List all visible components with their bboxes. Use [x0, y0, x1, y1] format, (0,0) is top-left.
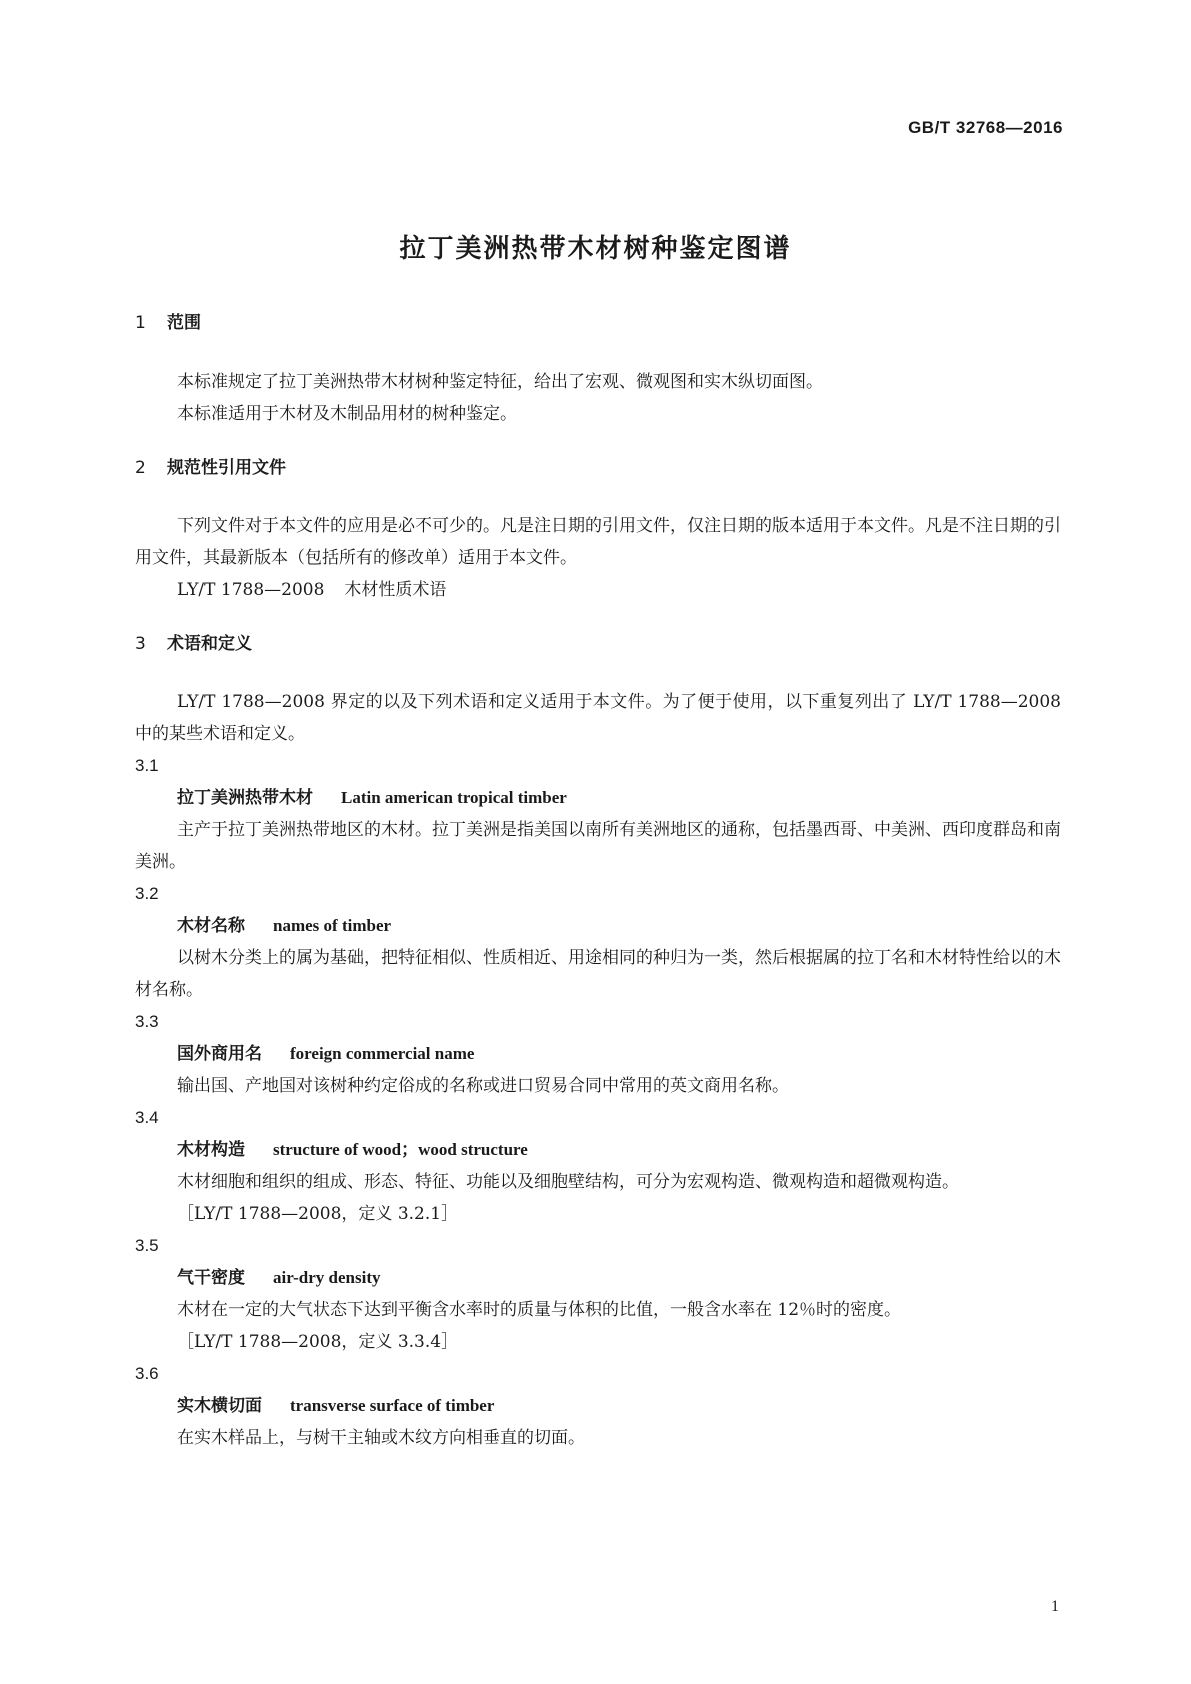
- term-definition: 木材细胞和组织的组成、形态、特征、功能以及细胞壁结构，可分为宏观构造、微观构造和超微观构造。: [177, 1172, 959, 1192]
- paragraph: 本标准规定了拉丁美洲热带木材树种鉴定特征，给出了宏观、微观图和实木纵切面图。: [177, 372, 823, 392]
- section-number: 3: [135, 634, 146, 654]
- term-en: structure of wood；wood structure: [273, 1140, 528, 1159]
- term-zh: 国外商用名: [177, 1044, 262, 1064]
- section-scope: [135, 312, 1061, 334]
- paragraph: LY/T 1788—2008 界定的以及下列术语和定义适用于本文件。为了便于使用，以下重复列出了 LY/T 1788—2008 中的某些术语和定义。: [135, 692, 1061, 744]
- term-zh: 气干密度: [177, 1268, 245, 1288]
- term-zh: 拉丁美洲热带木材: [177, 788, 313, 808]
- term-number: 3.3: [135, 1012, 159, 1031]
- term-definition: 主产于拉丁美洲热带地区的木材。拉丁美洲是指美国以南所有美洲地区的通称，包括墨西哥、中美洲、西印度群岛和南美洲。: [135, 820, 1061, 872]
- reference-code: LY/T 1788—2008: [177, 580, 325, 600]
- section-heading: [135, 457, 1061, 479]
- section-scope-body: [135, 366, 1061, 430]
- document-title: 拉丁美洲热带木材树种鉴定图谱: [399, 234, 792, 264]
- term-entry: [135, 1038, 1061, 1070]
- term-zh: 木材名称: [177, 916, 245, 936]
- section-title: 术语和定义: [167, 634, 252, 654]
- term-zh: 木材构造: [177, 1140, 245, 1160]
- term-entry: [135, 782, 1061, 814]
- section-number: 2: [135, 458, 146, 478]
- reference-entry: [135, 574, 1061, 606]
- term-definition: 木材在一定的大气状态下达到平衡含水率时的质量与体积的比值，一般含水率在 12％时的密度。: [177, 1300, 902, 1320]
- section-heading: [135, 633, 1061, 655]
- term-en: foreign commercial name: [290, 1044, 475, 1063]
- term-definition: 以树木分类上的属为基础，把特征相似、性质相近、用途相同的种归为一类，然后根据属的拉丁名和木材特性给以的木材名称。: [135, 948, 1061, 1000]
- reference-title: 木材性质术语: [344, 580, 447, 600]
- term-entry: [135, 1134, 1061, 1166]
- section-terms-body: [135, 686, 1061, 1454]
- term-en: names of timber: [273, 916, 392, 935]
- term-en: air-dry density: [273, 1268, 381, 1287]
- standard-code: GB/T 32768—2016: [908, 118, 1063, 137]
- term-en: transverse surface of timber: [290, 1396, 495, 1415]
- term-number: 3.6: [135, 1364, 159, 1383]
- section-title: 规范性引用文件: [167, 458, 286, 478]
- term-entry: [135, 1390, 1061, 1422]
- term-source: ［LY/T 1788—2008，定义 3.2.1］: [177, 1204, 459, 1224]
- term-number: 3.5: [135, 1236, 159, 1255]
- section-heading: [135, 312, 1061, 334]
- section-title: 范围: [167, 313, 201, 333]
- section-terms-definitions: [135, 633, 1061, 655]
- term-entry: [135, 1262, 1061, 1294]
- term-number: 3.2: [135, 884, 159, 903]
- section-number: 1: [135, 313, 146, 333]
- term-source: ［LY/T 1788—2008，定义 3.3.4］: [177, 1332, 459, 1352]
- term-definition: 在实木样品上，与树干主轴或木纹方向相垂直的切面。: [177, 1428, 585, 1448]
- term-entry: [135, 910, 1061, 942]
- term-number: 3.1: [135, 756, 159, 775]
- paragraph: 本标准适用于木材及木制品用材的树种鉴定。: [177, 404, 517, 424]
- term-zh: 实木横切面: [177, 1396, 262, 1416]
- term-number: 3.4: [135, 1108, 159, 1127]
- section-normative-references: [135, 457, 1061, 479]
- page-number: 1: [1051, 1598, 1059, 1615]
- section-normative-references-body: [135, 510, 1061, 606]
- term-definition: 输出国、产地国对该树种约定俗成的名称或进口贸易合同中常用的英文商用名称。: [177, 1076, 789, 1096]
- paragraph: 下列文件对于本文件的应用是必不可少的。凡是注日期的引用文件，仅注日期的版本适用于本文件。凡是不注日期的引用文件，其最新版本（包括所有的修改单）适用于本文件。: [135, 516, 1061, 568]
- term-en: Latin american tropical timber: [341, 788, 567, 807]
